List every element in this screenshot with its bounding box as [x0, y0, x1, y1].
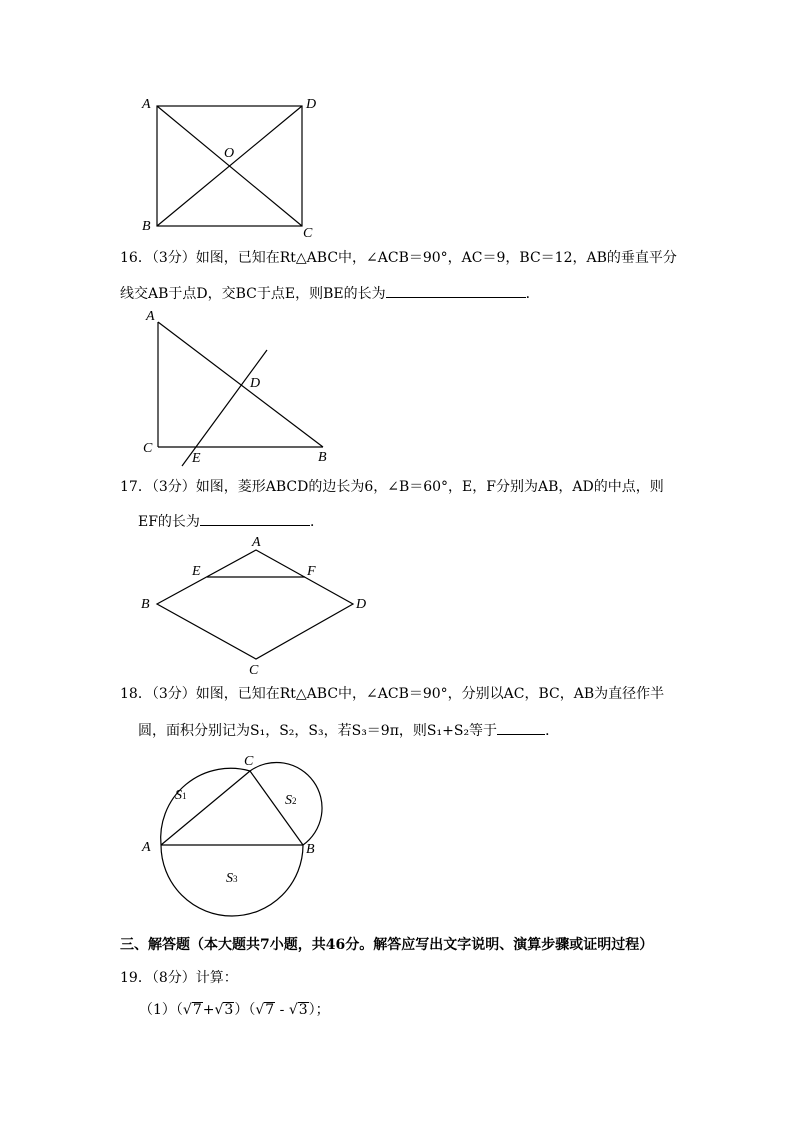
q19-line1: 19．（8分）计算： — [120, 970, 238, 986]
fig18-side-ac — [161, 771, 250, 845]
fig18-label-s3 — [226, 870, 238, 887]
q17-line2-text: EF的长为 — [138, 514, 200, 530]
fig16-label-d: D — [250, 376, 261, 391]
q19-suffix: ）； — [308, 1002, 330, 1018]
fig17-label-e: E — [192, 564, 201, 579]
fig18-s3-letter: S — [226, 871, 233, 886]
q18-line1: 18．（3分）如图，已知在Rt△ABC中，∠ACB＝90°，分别以AC，BC，AB为直径作半 — [120, 686, 665, 702]
fig17-label-a: A — [252, 535, 261, 550]
sqrt-sign-icon: √ — [214, 1002, 224, 1018]
fig18-s1-letter: S — [175, 788, 182, 803]
q18-line2-text: 圆，面积分别记为S₁，S₂，S₃，若S₃＝9π，则S₁+S₂等于 — [138, 723, 498, 739]
fig15-label-o: O — [224, 146, 235, 161]
fig17-label-f: F — [307, 564, 316, 579]
fig15-label-b: B — [142, 219, 151, 234]
fig18-label-c: C — [244, 754, 254, 769]
fig16-label-b: B — [318, 450, 327, 465]
fig18-s3-sub: 3 — [233, 874, 238, 884]
fig16-label-e: E — [192, 451, 201, 466]
section3-heading: 三、解答题（本大题共7小题，共46分。解答应写出文字说明、演算步骤或证明过程） — [120, 937, 654, 953]
fig18-s2-sub: 2 — [292, 796, 297, 806]
fig17-label-d: D — [356, 597, 367, 612]
fig16-label-c: C — [143, 441, 153, 456]
q19-mid: ）（ — [234, 1002, 256, 1018]
fig18-label-s2 — [285, 792, 297, 809]
sqrt-sign-icon: √ — [182, 1002, 192, 1018]
q19-minus: - — [275, 1002, 289, 1018]
q16-line1: 16．（3分）如图，已知在Rt△ABC中，∠ACB＝90°，AC＝9，BC＝12，AB的垂直平分 — [120, 250, 677, 266]
q19-radicand-7b: 7 — [265, 1002, 275, 1018]
q19-plus: + — [202, 1002, 215, 1018]
q17-end: ． — [309, 514, 324, 530]
q19-part1 — [139, 1002, 330, 1018]
q19-radicand-3a: 3 — [224, 1002, 234, 1018]
fig17-label-c: C — [249, 663, 259, 678]
q19-radicand-7a: 7 — [192, 1002, 202, 1018]
q17-line1: 17．（3分）如图，菱形ABCD的边长为6，∠B＝60°，E，F分别为AB，AD的中点，则 — [120, 479, 664, 495]
sqrt-sign-icon: √ — [288, 1002, 298, 1018]
fig17-label-b: B — [141, 597, 150, 612]
q19-part1-prefix: （1）（ — [139, 1002, 183, 1018]
fig15-label-d: D — [306, 97, 317, 112]
fig15-label-c: C — [303, 226, 313, 241]
fig15-label-a: A — [142, 97, 151, 112]
fig16-label-a: A — [146, 309, 155, 324]
q16-line2-text: 线交AB于点D，交BC于点E，则BE的长为 — [120, 286, 386, 302]
fig18-label-b: B — [306, 842, 315, 857]
fig18-label-s1 — [175, 787, 187, 804]
q16-end: ． — [525, 286, 540, 302]
fig18-s2-letter: S — [285, 793, 292, 808]
fig18-s1-sub: 1 — [182, 791, 187, 801]
sqrt-sign-icon: √ — [255, 1002, 265, 1018]
q19-radicand-3b: 3 — [298, 1002, 308, 1018]
q18-end: ． — [545, 723, 560, 739]
fig18-label-a: A — [142, 840, 151, 855]
